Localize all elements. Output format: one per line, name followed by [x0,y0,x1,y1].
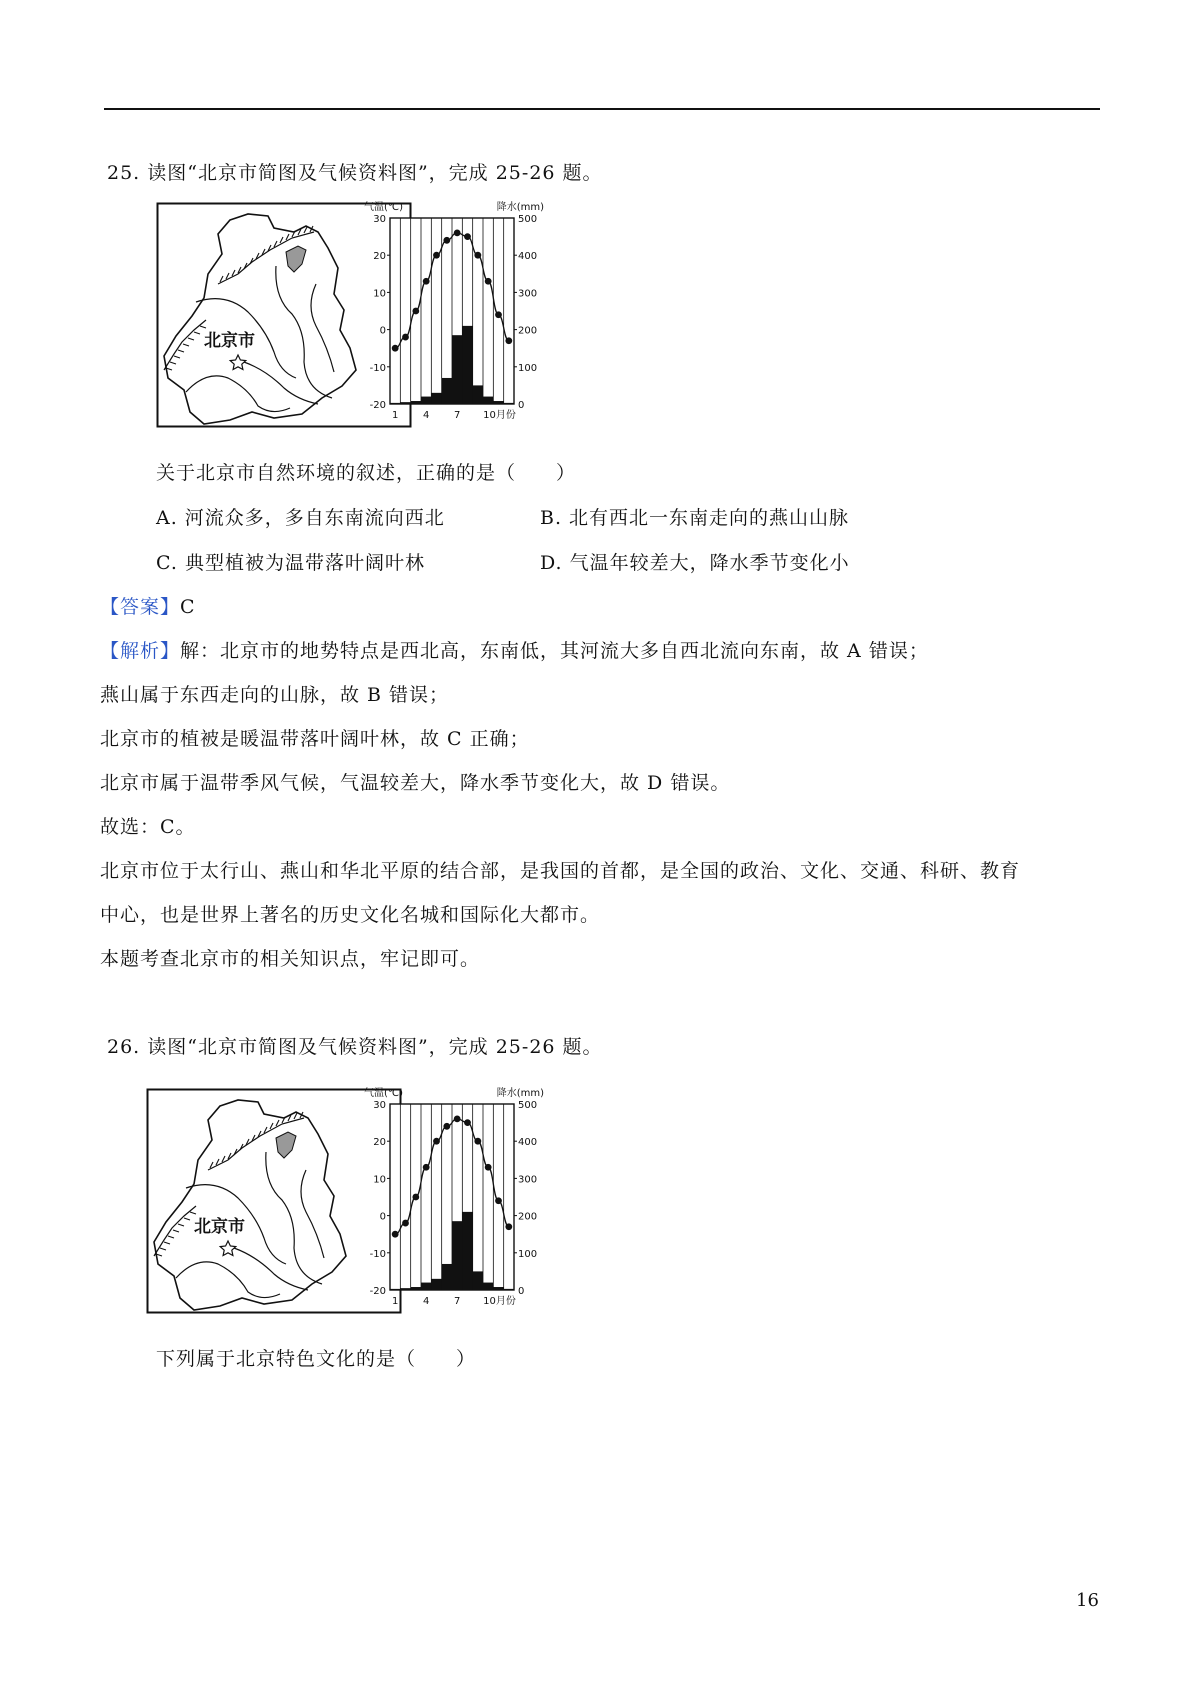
left-tick-label: 10 [373,288,386,300]
precip-bar-7 [452,335,462,404]
left-tick-label: -10 [369,1248,386,1260]
precip-bar-8 [462,326,472,404]
precip-bar-8 [462,1212,472,1290]
temp-point-4 [423,1164,430,1171]
left-tick-label: 20 [373,251,386,263]
left-tick-label: 10 [373,1174,386,1186]
left-tick-label: 20 [373,1137,386,1149]
right-tick-label: 200 [518,1211,538,1223]
precip-bar-7 [452,1221,462,1290]
answer-value: C [180,596,196,618]
x-tick-label: 1 [391,1296,399,1307]
page-number: 16 [1076,1590,1099,1611]
temp-point-7 [454,229,461,236]
temp-point-4 [423,278,430,285]
temp-point-3 [412,308,419,315]
temp-point-8 [464,1119,471,1126]
x-tick-label: 7 [453,1296,461,1307]
x-tick-label: 4 [422,1296,430,1307]
precip-bar-2 [400,402,410,404]
right-axis-title: 降水(mm) [496,1088,544,1099]
temp-point-1 [392,345,399,352]
temp-point-11 [495,1197,502,1204]
q25-analysis-line-5: 北京市位于太行山、燕山和华北平原的结合部，是我国的首都，是全国的政治、文化、交通、科研、教育 [100,860,1021,882]
left-tick-label: 0 [379,1211,386,1223]
q25-option-b: B. 北有西北一东南走向的燕山山脉 [540,507,850,529]
temp-point-9 [474,1138,481,1145]
right-tick-label: 300 [518,288,538,300]
precip-bar-5 [431,1279,441,1290]
temp-point-5 [433,1138,440,1145]
temp-point-10 [485,278,492,285]
climate-chart-1 [360,196,584,424]
temp-point-10 [485,1164,492,1171]
right-axis-title: 降水(mm) [496,202,544,213]
q25-option-a: A. 河流众多，多自东南流向西北 [156,507,445,529]
temp-point-6 [443,1123,450,1130]
right-tick-label: 0 [518,400,525,411]
temp-point-12 [505,1223,512,1230]
answer-label: 【答案】 [100,596,181,618]
analysis-label: 【解析】 [100,640,181,662]
temp-point-6 [443,237,450,244]
left-tick-label: 30 [373,214,386,225]
x-tick-label: 1 [391,410,399,421]
precip-bar-4 [421,397,431,404]
precip-bar-1 [390,1289,400,1290]
left-tick-label: -20 [369,1286,386,1297]
right-tick-label: 0 [518,1286,525,1297]
right-tick-label: 500 [518,1100,538,1111]
precip-bar-1 [390,403,400,404]
temp-point-12 [505,337,512,344]
right-tick-label: 500 [518,214,538,225]
precip-bar-9 [473,385,483,404]
q25-question: 关于北京市自然环境的叙述，正确的是（ ） [156,462,577,484]
right-tick-label: 300 [518,1174,538,1186]
temp-point-3 [412,1194,419,1201]
right-tick-label: 200 [518,325,538,337]
q25-analysis-line-4: 故选：C。 [100,816,196,838]
temp-point-11 [495,311,502,318]
temp-point-8 [464,233,471,240]
city-label: 北京市 [194,1217,245,1237]
q25-option-c: C. 典型植被为温带落叶阔叶林 [156,552,425,574]
q25-analysis-line-3: 北京市属于温带季风气候，气温较差大，降水季节变化大，故 D 错误。 [100,772,731,794]
left-tick-label: -20 [369,400,386,411]
right-tick-label: 100 [518,1248,538,1260]
temp-point-2 [402,334,409,341]
precip-bar-5 [431,393,441,404]
q25-analysis-line-1: 燕山属于东西走向的山脉，故 B 错误； [100,684,450,706]
precip-bar-12 [504,1289,514,1290]
q26-stem: 26. 读图“北京市简图及气候资料图”，完成 25-26 题。 [107,1036,603,1058]
temp-point-7 [454,1115,461,1122]
right-tick-label: 100 [518,362,538,374]
q25-answer [100,592,196,619]
precip-bar-11 [493,401,503,404]
precip-bar-12 [504,403,514,404]
city-label: 北京市 [204,331,255,351]
left-tick-label: -10 [369,362,386,374]
precip-bar-9 [473,1271,483,1290]
left-tick-label: 30 [373,1100,386,1111]
x-tick-label: 7 [453,410,461,421]
q25-stem: 25. 读图“北京市简图及气候资料图”，完成 25-26 题。 [107,162,603,184]
precip-bar-10 [483,397,493,404]
q25-analysis-line-2: 北京市的植被是暖温带落叶阔叶林，故 C 正确； [100,728,530,750]
left-axis-title: 气温(℃) [364,1088,404,1099]
temp-point-5 [433,252,440,259]
q25-analysis-line-7: 本题考查北京市的相关知识点，牢记即可。 [100,948,481,970]
left-tick-label: 0 [379,325,386,337]
x-tick-label: 10月份 [483,410,516,421]
q25-analysis-line-0 [100,636,929,663]
q25-analysis-line-6: 中心，也是世界上著名的历史文化名城和国际化大都市。 [100,904,601,926]
precip-bar-6 [442,1264,452,1290]
climate-chart-2 [360,1082,584,1310]
x-tick-label: 10月份 [483,1296,516,1307]
x-tick-label: 4 [422,410,430,421]
q25-option-d: D. 气温年较差大，降水季节变化小 [540,552,850,574]
precip-bar-4 [421,1283,431,1290]
right-tick-label: 400 [518,251,538,263]
temp-point-1 [392,1231,399,1238]
right-tick-label: 400 [518,1137,538,1149]
precip-bar-3 [411,1287,421,1290]
left-axis-title: 气温(℃) [364,202,404,213]
q26-question: 下列属于北京特色文化的是（ ） [156,1348,477,1370]
precip-bar-2 [400,1288,410,1290]
analysis-text-0: 解：北京市的地势特点是西北高，东南低，其河流大多自西北流向东南，故 A 错误； [180,640,929,662]
temp-point-9 [474,252,481,259]
header-rule [104,108,1100,110]
precip-bar-3 [411,401,421,404]
temp-point-2 [402,1220,409,1227]
precip-bar-6 [442,378,452,404]
precip-bar-11 [493,1287,503,1290]
precip-bar-10 [483,1283,493,1290]
